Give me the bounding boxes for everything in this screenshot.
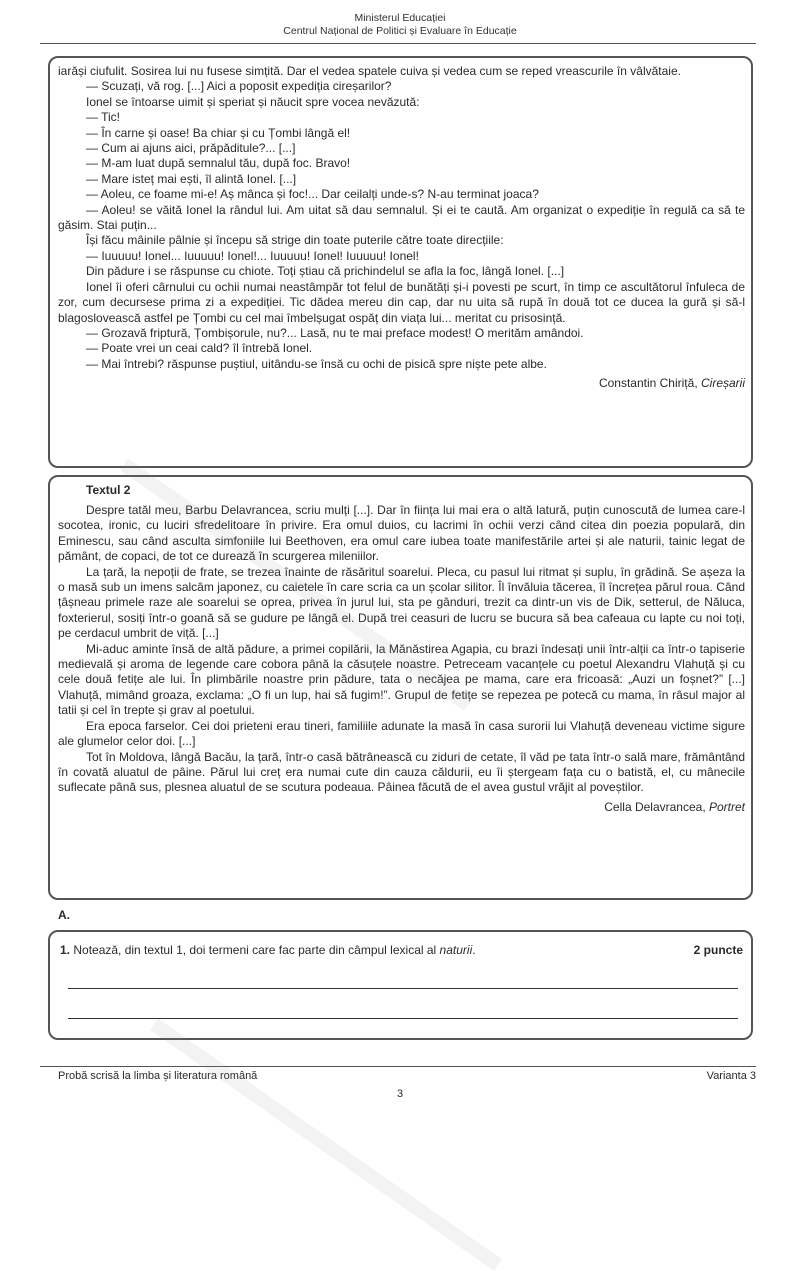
watermark-band [150, 1019, 502, 1271]
text1-paragraph: — Mare isteț mai ești, îl alintă Ionel. [...] [86, 171, 297, 186]
text1-paragraph: — Cum ai ajuns aici, prăpăditule?... [...] [86, 141, 296, 156]
text1-paragraph: — Scuzați, vă rog. [...] Aici a poposit expediția cireșarilor? [86, 79, 392, 94]
question-1-text [60, 942, 476, 958]
text2-paragraph: Tot în Moldova, lângă Bacău, la țară, într-o casă bătrânească cu ziduri de cetate, îl văd pe tata într-o sală mare, frământând în covată aluatul de pâine. Părul lui creț era numai cute din cauza căldurii, eu îi ștergeam fața cu o batistă, el, cu mânecile suflecate până sus, plesnea aluatul de se scutura podeaua. Pâinea făcută de el avea gustul vrăjit al poveștilor. [58, 749, 745, 795]
text1-work-title: Cireșarii [700, 376, 745, 391]
text1-paragraph: Ionel se întoarse uimit și speriat și năucit spre vocea nevăzută: [86, 94, 420, 109]
question-1-prompt: Notează, din textul 1, doi termeni care fac parte din câmpul lexical al [70, 943, 440, 957]
page-header [0, 12, 800, 38]
text2-box [48, 475, 753, 900]
text2-paragraph: Era epoca farselor. Cei doi prieteni erau tineri, familiile adunate la masă în casa surorii lui Vlahuță deveneau victime sigure ale glumelor celor doi. [...] [58, 718, 745, 749]
text1-paragraph: — În carne și oase! Ba chiar și cu Țombi lângă el! [86, 125, 351, 140]
footer-divider [40, 1066, 756, 1067]
question-1-points: 2 puncte [693, 943, 743, 957]
question-1 [60, 942, 743, 958]
page-number: 3 [396, 1088, 404, 1100]
answer-line[interactable] [68, 1018, 738, 1019]
text1-paragraph: — Iuuuuu! Ionel... Iuuuuu! Ionel!... Iuuuuu! Ionel! Iuuuuu! Ionel! [86, 248, 419, 263]
text1-paragraph: — Poate vrei un ceai cald? îl întrebă Ionel. [86, 341, 313, 356]
page-footer [58, 1070, 756, 1082]
text2-author: Cella Delavrancea, [604, 799, 709, 814]
text1-author: Constantin Chiriță, [598, 376, 701, 391]
text2-paragraph: La țară, la nepoții de frate, se trezea înainte de răsăritul soarelui. Pleca, cu pasul lui ritmat și suplu, în grădină. Se așeza la o masă sub un imens salcâm japonez, cu caietele în care scria ca un școlar silitor. Îl învăluia tăcerea, îl încrețea părul roua. Când țâșneau primele raze ale soarelui se oprea, privea în jurul lui, sta pe gânduri, trezit ca dintr-un vis de Dik, setterul, de Năluca, foxterierul, sosiți într-o goană să se gudure pe lângă el. După trei ceasuri de lucru se bucura să bea cafeaua cu lapte cu noi toți, pe cerdacul umbrit de viță. [...] [58, 564, 745, 641]
text1-paragraph: — Tic! [86, 110, 121, 125]
section-a-label: A. [58, 908, 70, 922]
center-name: Centrul Național de Politici și Evaluare în Educație [283, 25, 517, 37]
text1-paragraph: Își făcu mâinile pâlnie și începu să strige din toate puterile către toate direcțiile: [86, 233, 504, 248]
question-1-keyword: naturii [439, 943, 473, 957]
text1-box [48, 56, 753, 468]
exam-subject: Probă scrisă la limba și literatura română [58, 1070, 258, 1082]
text1-paragraph: Din pădure i se răspunse cu chiote. Toți știau că prichindelul se afla la foc, lângă Ionel. [...] [86, 264, 565, 279]
text2-work-title: Portret [708, 799, 745, 814]
answer-line[interactable] [68, 988, 738, 989]
question-1-end: . [472, 943, 476, 957]
text1-paragraph: — Grozavă friptură, Țombișorule, nu?... Lasă, nu te mai preface modest! O merităm amândoi. [86, 325, 584, 340]
text1-paragraph: iarăși ciufulit. Sosirea lui nu fusese simțită. Dar el vedea spatele cuiva și vedea cum se reped vreascurile în vâlvătaie. [58, 64, 681, 78]
text1-paragraph: — Aoleu! se văită Ionel la rândul lui. Am uitat să dau semnalul. Și ei te caută. Am organizat o expediție în regulă ca să te găsim. Stai puțin... [58, 202, 745, 233]
header-divider [40, 43, 756, 44]
ministry-name: Ministerul Educației [354, 12, 446, 24]
text1-paragraph: — Mai întrebi? răspunse puștiul, uitându-se însă cu ochi de pisică spre niște pete albe. [86, 356, 547, 371]
exam-variant: Varianta 3 [706, 1070, 756, 1082]
text1-paragraph: — Aoleu, ce foame mi-e! Aș mânca și foc!... Dar ceilalți unde-s? N-au terminat joaca? [86, 187, 539, 202]
text2-title: Textul 2 [86, 483, 131, 497]
text1-paragraph: Ionel îi oferi cârnului cu ochii numai neastâmpăr tot felul de bunătăți și-i povesti pe scurt, în timp ce ascultătorul înfuleca de zor, cum decursese prima zi a expediției. Tic dădea mereu din cap, dar nu uita să rupă în două tot ce ducea la gură și să-l blagoslovească astfel pe Țombi cu cel mai îmbelșugat ospăț din viața lui... meritat cu prisosință. [58, 279, 745, 325]
question-box [48, 930, 753, 1040]
text2-paragraph: Mi-aduc aminte însă de altă pădure, a primei copilării, la Mănăstirea Agapia, cu brazi îndesați unii într-alții ca într-o tapiserie medievală și aroma de legende care cobora până la căsuțele noastre. Petreceam vacanțele cu poetul Alexandru Vlahuță și cu cele două fetițe ale lui. În plimbările noastre prin pădure, tata o necăjea pe mama, care era fricoasă: „Auzi un foșnet?” [...] Vlahuță, mimând groaza, exclama: „O fi un lup, hai să fugim!”. Grupul de fetițe se repezea pe potecă cu mama, în râsul major al tatii și cel în trepte și grav al poetului. [58, 641, 745, 718]
text2-paragraph: Despre tatăl meu, Barbu Delavrancea, scriu mulți [...]. Dar în ființa lui mai era o altă latură, puțin cunoscută de lumea care-l socotea, ironic, cu luciri sfredelitoare în privire. Era omul duios, cu lacrimi în ochii verzi când citea din poezia populară, din Eminescu, sau când asculta simfoniile lui Beethoven, era omul care iubea toate manifestările artei și ale naturii, tainic legat de pământ, de copaci, de tot ce durează în scurgerea mileniilor. [58, 503, 745, 564]
text1-paragraph: — M-am luat după semnalul tău, după foc. Bravo! [86, 156, 351, 171]
question-1-number: 1. [60, 943, 71, 957]
text2-attribution [58, 799, 745, 815]
text1-attribution [58, 375, 745, 391]
